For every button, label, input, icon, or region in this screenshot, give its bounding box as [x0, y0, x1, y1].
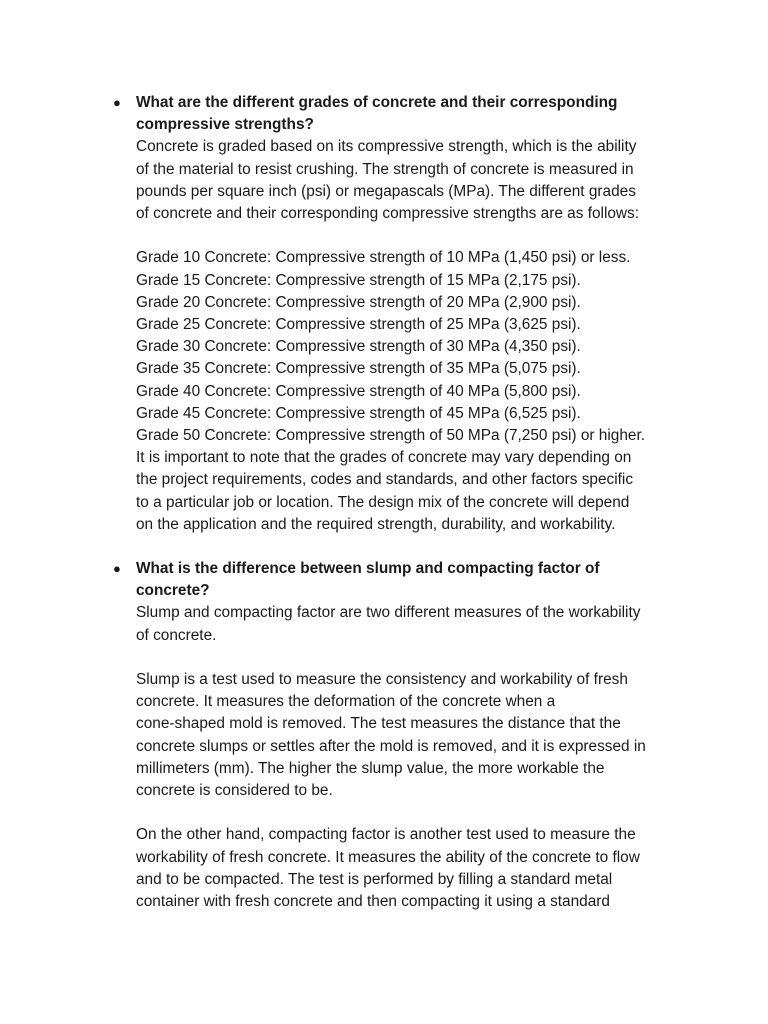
paragraph-gap: [136, 225, 693, 247]
grade-list: [136, 247, 693, 447]
grade-list-item: Grade 50 Concrete: Compressive strength of 50 MPa (7,250 psi) or higher.: [136, 427, 646, 445]
faq-item-concrete-grades: [113, 92, 693, 536]
faq-item-content: [136, 92, 693, 536]
paragraph-gap: [136, 802, 693, 824]
compacting-factor-paragraph: On the other hand, compacting factor is another test used to measure the workability of fresh concrete. It measures the ability of the concrete to flow and to be compacted. The test is performed by filling a standard metal container with fresh concrete and then compacting it using a standard: [136, 826, 640, 911]
intro-paragraph: Concrete is graded based on its compressive strength, which is the ability of the material to resist crushing. The strength of concrete is measured in pounds per square inch (psi) or megapascals (MPa). The different grades of concrete and their corresponding compressive strengths are as follows:: [136, 138, 640, 223]
faq-item-slump-vs-compacting-factor: [113, 558, 693, 913]
grade-list-item: Grade 20 Concrete: Compressive strength of 20 MPa (2,900 psi).: [136, 293, 581, 311]
grade-list-item: Grade 25 Concrete: Compressive strength of 25 MPa (3,625 psi).: [136, 316, 581, 334]
grade-list-item: Grade 10 Concrete: Compressive strength of 10 MPa (1,450 psi) or less.: [136, 249, 631, 267]
grade-list-item: Grade 35 Concrete: Compressive strength of 35 MPa (5,075 psi).: [136, 360, 581, 378]
intro-paragraph: Slump and compacting factor are two different measures of the workability of concrete.: [136, 604, 641, 644]
faq-item-content: [136, 558, 693, 913]
bullet-marker: ●: [113, 561, 121, 576]
slump-paragraph: Slump is a test used to measure the consistency and workability of fresh concrete. It measures the deformation of the concrete when a cone-shaped mold is removed. The test measures the distance that the concrete slumps or settles after the mold is removed, and it is expressed in millimeters (mm). The higher the slump value, the more workable the concrete is considered to be.: [136, 671, 646, 800]
paragraph-gap: [136, 647, 693, 669]
grade-list-item: Grade 40 Concrete: Compressive strength of 40 MPa (5,800 psi).: [136, 382, 581, 400]
grade-list-item: Grade 45 Concrete: Compressive strength of 45 MPa (6,525 psi).: [136, 404, 581, 422]
grade-list-item: Grade 30 Concrete: Compressive strength of 30 MPa (4,350 psi).: [136, 338, 581, 356]
question-heading: What is the difference between slump and compacting factor of concrete?: [136, 560, 600, 600]
grade-list-item: Grade 15 Concrete: Compressive strength of 15 MPa (2,175 psi).: [136, 271, 581, 289]
question-heading: What are the different grades of concrete and their corresponding compressive strengths?: [136, 94, 618, 134]
note-paragraph: It is important to note that the grades of concrete may vary depending on the project requirements, codes and standards, and other factors specific to a particular job or location. The design mix of the concrete will depend on the application and the required strength, durability, and workability.: [136, 449, 634, 533]
bullet-marker: ●: [113, 95, 121, 110]
